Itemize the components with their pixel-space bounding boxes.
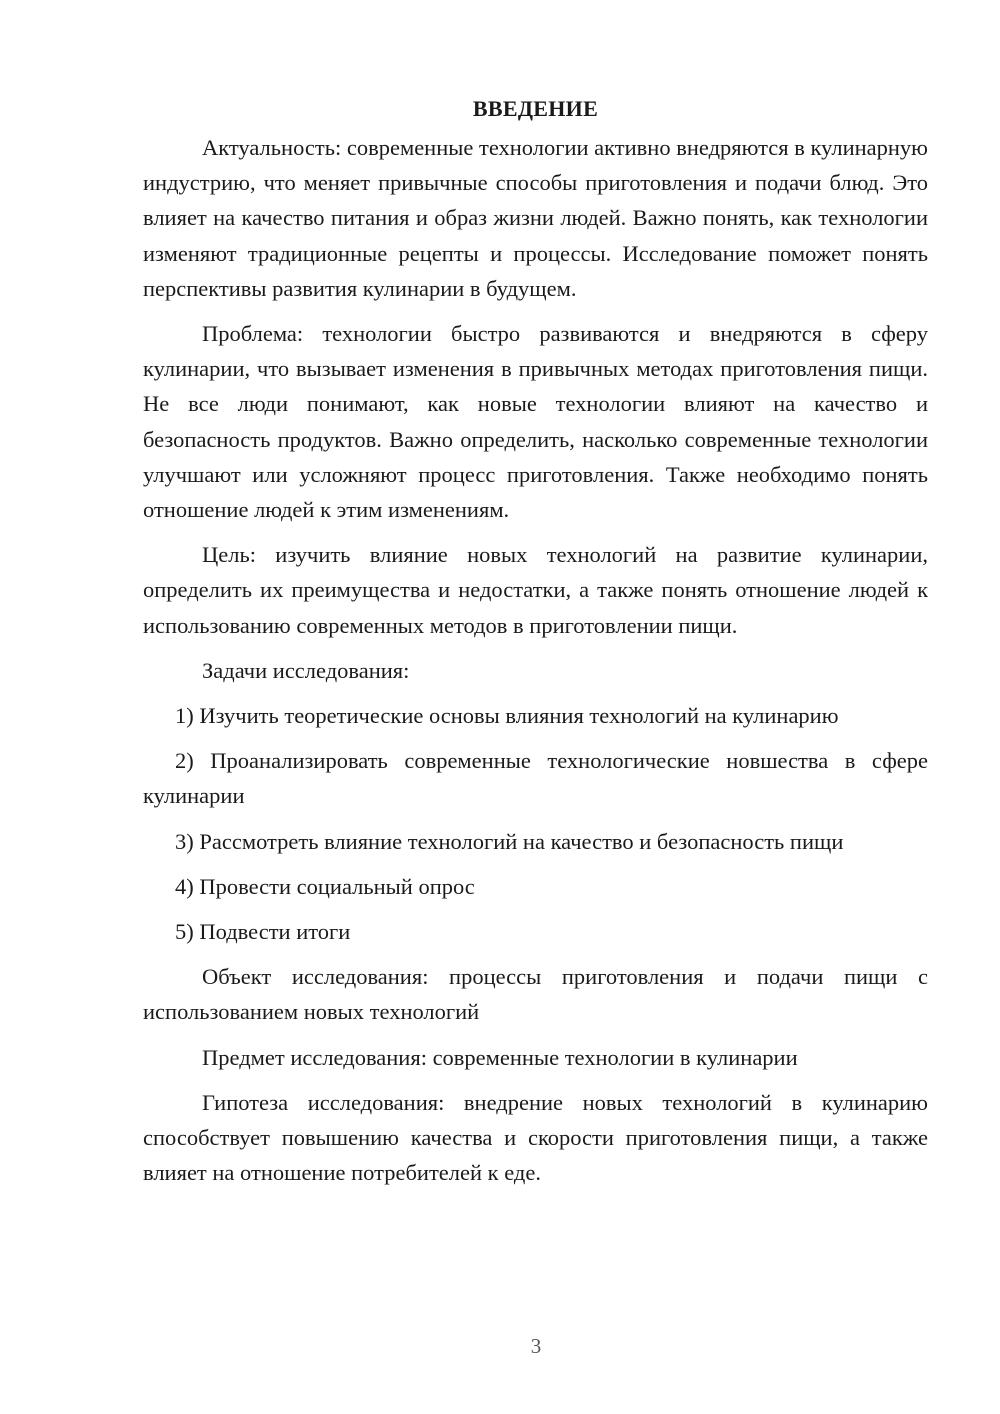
task-item: 5) Подвести итоги (175, 919, 351, 945)
task-item: 3) Рассмотреть влияние технологий на качество и безопасность пищи (175, 828, 844, 854)
task-item: 1) Изучить теоретические основы влияния технологий на кулинарию (175, 703, 839, 729)
subject-paragraph: Предмет исследования: современные технологии в кулинарии (202, 1044, 798, 1070)
goal-paragraph: Цель: изучить влияние новых технологий на развитие кулинарии, определить их преимущества и недостатки, а также понять отношение людей к использованию современных методов в приготовлении пищи. (143, 542, 928, 638)
section-title: ВВЕДЕНИЕ (472, 96, 599, 121)
relevance-paragraph: Актуальность: современные технологии активно внедряются в кулинарную индустрию, что меняет привычные способы приготовления и подачи блюд. Это влияет на качество питания и образ жизни людей. Важно понять, как технологии изменяют традиционные рецепты и процессы. Исследование поможет понять перспективы развития кулинарии в будущем. (143, 135, 928, 301)
object-paragraph: Объект исследования: процессы приготовления и подачи пищи с использованием новых технологий (143, 964, 928, 1025)
task-item: 4) Провести социальный опрос (175, 873, 475, 899)
task-item: 2) Проанализировать современные технологические новшества в сфере кулинарии (143, 748, 928, 809)
page-number: 3 (530, 1334, 542, 1358)
problem-paragraph: Проблема: технологии быстро развиваются и внедряются в сферу кулинарии, что вызывает изменения в привычных методах приготовления пищи. Не все люди понимают, как новые технологии влияют на качество и безопасность продуктов. Важно определить, насколько современные технологии улучшают или усложняют процесс приготовления. Также необходимо понять отношение людей к этим изменениям. (143, 321, 928, 523)
tasks-heading: Задачи исследования: (202, 657, 410, 683)
hypothesis-paragraph: Гипотеза исследования: внедрение новых технологий в кулинарию способствует повышению качества и скорости приготовления пищи, а также влияет на отношение потребителей к еде. (143, 1089, 928, 1186)
document-page (143, 92, 928, 1200)
